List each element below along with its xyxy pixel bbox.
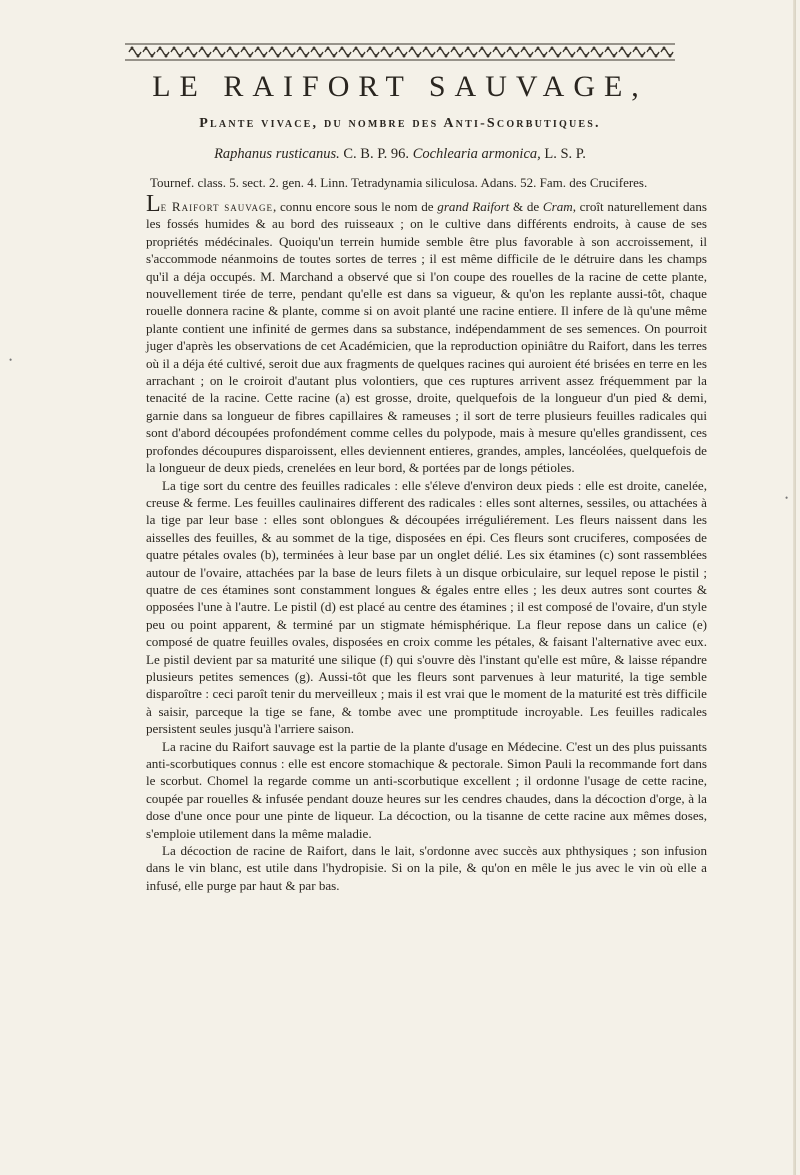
paragraph-1-text-b: & de <box>509 199 543 214</box>
paragraph-1 <box>146 191 707 477</box>
classification-line: Tournef. class. 5. sect. 2. gen. 4. Linn. Tetradynamia siliculosa. Adans. 52. Fam. des Cruciferes. <box>150 175 648 190</box>
page-title: LE RAIFORT SAUVAGE, <box>152 70 648 103</box>
paragraph-2: La tige sort du centre des feuilles radicales : elle s'éleve d'environ deux pieds : elle est droite, canelée, creuse & ferme. Les feuilles caulinaires different des radicales : elles sont alternes, sessiles, ou attachées à la tige par leur base : elles sont oblongues & découpées irréguliérement. Les fleurs naissent dans les aisselles des feuilles, & au sommet de la tige, disposées en épi. Ces fleurs sont cruciferes, composées de quatre pétales ovales (b), terminées à leur base par un onglet délié. Les six étamines (c) sont rassemblées autour de l'ovaire, attachées par la base de leurs filets à un disque orbiculaire, sur lequel repose le pistil ; quatre de ces étamines sont constamment longues & égales entre elles ; les deux autres sont courtes & opposées l'une à l'autre. Le pistil (d) est placé au centre des étamines ; il est composé de l'ovaire, d'un style peu ou point apparent, & terminé par un stigmate hémisphérique. La fleur repose dans un calice (e) composé de quatre feuilles ovales, disposées en croix comme les pétales, & faisant l'alternative avec eux. Le pistil devient par sa maturité une silique (f) qui s'ouvre dès l'instant qu'elle est mûre, & laisse répandre plusieurs petites semences (g). Aussi-tôt que les fleurs sont parvenues à leur maturité, la tige semble disparoître : ceci paroît tenir du merveilleux ; mais il est vrai que le moment de la maturité est très difficile à saisir, parceque la tige se fane, & tombe avec une promptitude incroyable. Les feuilles radicales persistent seules jusqu'à l'arriere saison. <box>146 477 707 737</box>
drop-cap: L <box>146 191 161 217</box>
paragraph-1-text-c: , croît naturellement dans les fossés humides & au bord des ruisseaux ; on le cultive dans différents endroits, à cause de ses propriétés médécinales. Quoiqu'un terrein humide semble être plus favorable à son accroissement, il s'accommode néanmoins de toutes sortes de terres ; il est même difficile de le détruire dans les champs qu'il a déja occupés. M. Marchand a observé que si l'on coupe des rouelles de la racine de cette plante, nouvellement tirée de terre, pendant qu'elle est dans sa vigueur, & qu'on les replante aussi-tôt, chaque rouelle donnera racine & plante, comme si on avoit planté une racine entiere. Il infere de là qu'une même plante contient une infinité de germes dans sa substance, indépendamment de ses semences. On pourroit juger d'après les observations de cet Académicien, que la reproduction opiniâtre du Raifort, dans les terres où il a déja été cultivé, seroit due aux fragments de quelques racines qui auroient été brisées en terre en les arrachant ; on le croiroit d'autant plus volontiers, que ces ruptures arrivent assez fréquemment par la tenacité de la racine. Cette racine (a) est grosse, droite, quelquefois de la longueur d'un pied & demi, garnie dans sa longueur de fibres capillaires & rameuses ; il sort de terre plusieurs feuilles radicales qui sont d'abord découpées profondément comme celles du polypode, mais à mesure qu'elles grandissent, ces profondes découpures disparoissent, elles deviennent entieres, grandes, amples, lancéolées, quelquefois de la longueur de deux pieds, crenelées en leur bord, & portées par de longs pétioles. <box>146 199 707 476</box>
paragraph-1-italic-2: Cram <box>542 199 573 214</box>
paragraph-1-text-a: , connu encore sous le nom de <box>273 199 438 214</box>
paragraph-1-italic-1: grand Raifort <box>437 199 510 214</box>
botanical-ref-2: L. S. P. <box>544 146 586 162</box>
margin-mark-right: • <box>785 493 789 503</box>
page-subtitle: Plante vivace, du nombre des Anti-Scorbutiques. <box>199 116 601 131</box>
body-text <box>146 191 707 894</box>
botanical-name-2: Cochlearia armonica, <box>412 146 541 162</box>
botanical-names <box>0 146 800 163</box>
lead-words: e Raifort sauvage <box>160 199 274 214</box>
paragraph-3: La racine du Raifort sauvage est la partie de la plante d'usage en Médecine. C'est un des plus puissants anti-scorbutiques connus : elle est encore stomachique & pectorale. Simon Pauli la recommande fort dans le scorbut. Chomel la regarde comme un anti-scorbutique excellent ; il ordonne l'usage de cette racine, coupée par rouelles & infusée pendant douze heures sur les cendres chaudes, dans la décoction d'orge, à la dose d'une once pour une pinte de liqueur. La décoction, ou la tisanne de cette racine aux mêmes doses, s'emploie utilement dans la même maladie. <box>146 738 707 841</box>
margin-mark-left: • <box>9 355 13 365</box>
decorative-border-ornament <box>125 42 675 62</box>
botanical-ref-1: C. B. P. 96. <box>343 146 410 162</box>
paragraph-4: La décoction de racine de Raifort, dans le lait, s'ordonne avec succès aux phthysiques ; son infusion dans le vin blanc, est utile dans l'hydropisie. Si on la pile, & qu'on en mêle le jus avec le vin où elle a infusé, elle purge par haut & par bas. <box>146 843 707 893</box>
page-edge-shadow <box>793 0 796 1175</box>
botanical-name-1: Raphanus rusticanus. <box>214 146 340 162</box>
